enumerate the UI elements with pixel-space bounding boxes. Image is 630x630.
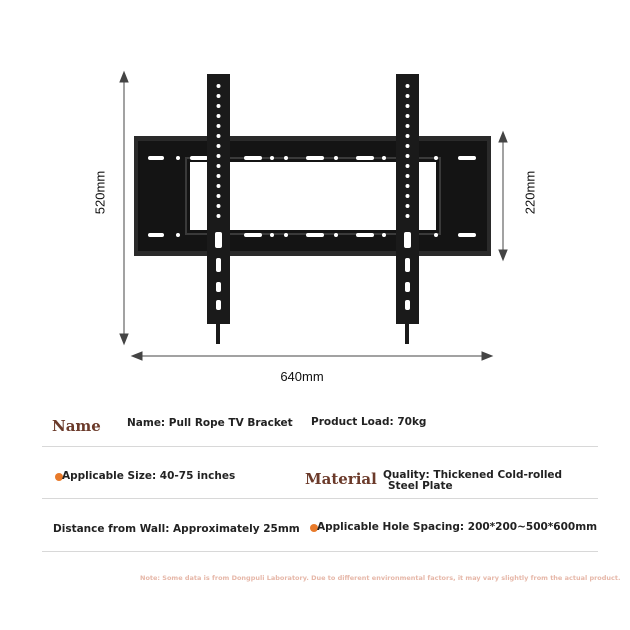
hole-spacing: Applicable Hole Spacing: 200*200~500*600mm (317, 521, 598, 533)
name-heading: Name (52, 417, 101, 435)
material-line-2: Steel Plate (388, 480, 453, 492)
divider (42, 498, 598, 499)
divider (42, 551, 598, 552)
footnote: Note: Some data is from Dongpuli Laboratory. Due to different environmental factors, it may vary slightly from the actual product. (140, 574, 621, 582)
applicable-size: Applicable Size: 40-75 inches (62, 470, 236, 482)
plate-height-dimension-label: 220mm (522, 170, 538, 215)
divider (42, 446, 598, 447)
material-heading: Material (305, 470, 377, 488)
width-dimension-arrow (132, 352, 492, 360)
left-mounting-arm (207, 74, 230, 344)
right-mounting-arm (396, 74, 419, 344)
width-dimension-label: 640mm (280, 369, 324, 384)
height-dimension-arrow (120, 72, 128, 344)
height-dimension-label: 520mm (92, 170, 108, 215)
plate-height-dimension-arrow (499, 132, 507, 260)
wall-plate (134, 136, 491, 256)
material-line-1: Quality: Thickened Cold-rolled (383, 469, 563, 481)
product-name: Name: Pull Rope TV Bracket (127, 417, 293, 429)
product-load: Product Load: 70kg (311, 416, 427, 428)
distance-from-wall: Distance from Wall: Approximately 25mm (53, 523, 300, 535)
